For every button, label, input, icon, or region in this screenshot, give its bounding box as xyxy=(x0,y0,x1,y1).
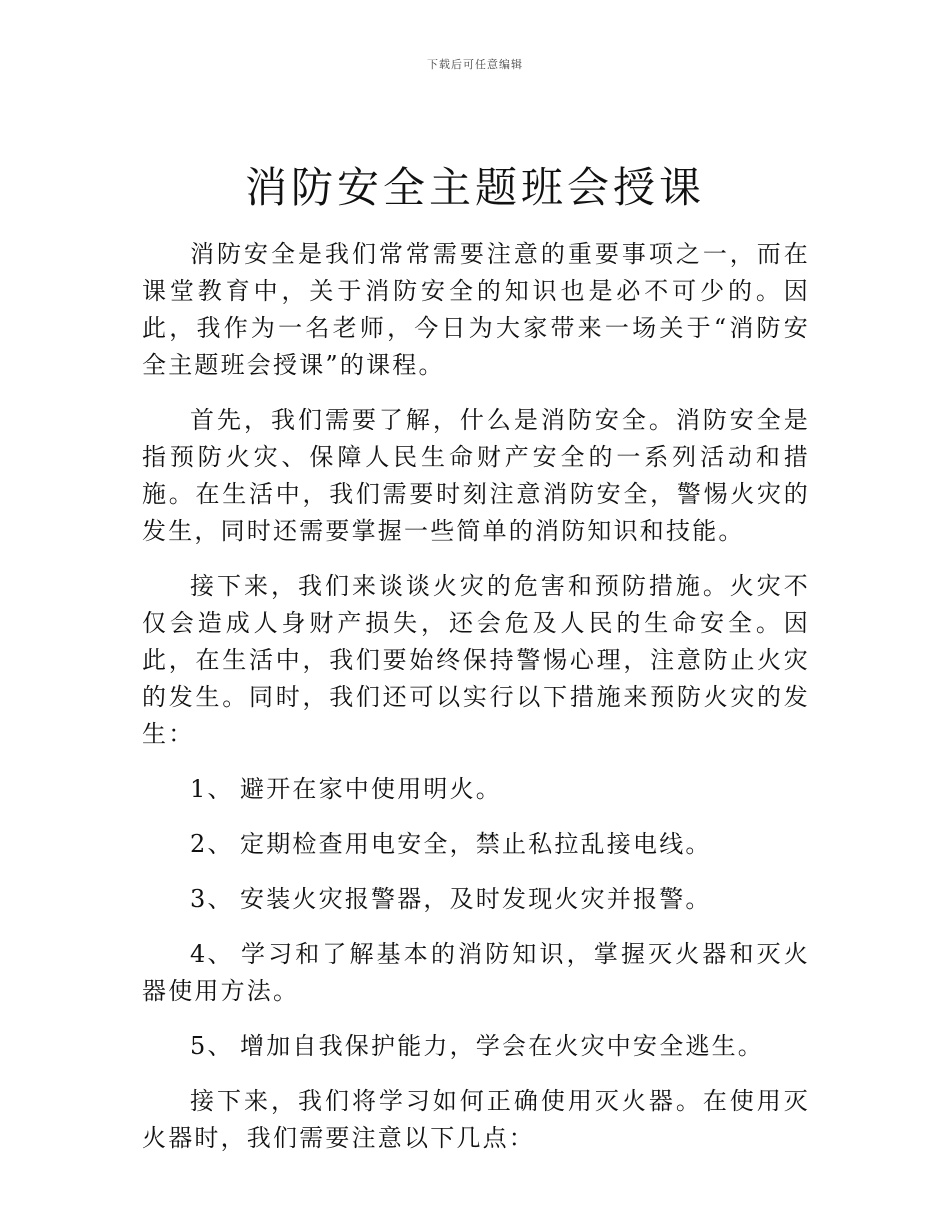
list-item-number: 1、 xyxy=(190,775,234,803)
list-item xyxy=(142,936,810,1010)
list-item-text: 避开在家中使用明火。 xyxy=(240,775,502,803)
list-item-number: 5、 xyxy=(190,1032,234,1060)
list-item xyxy=(142,826,810,863)
list-item xyxy=(142,881,810,918)
list-item xyxy=(142,1028,810,1065)
list-item-number: 3、 xyxy=(190,885,234,913)
list-item-number: 4、 xyxy=(190,940,234,968)
document-body xyxy=(142,236,810,1175)
list-item-text: 定期检查用电安全，禁止私拉乱接电线。 xyxy=(240,830,712,858)
list-item-text: 学习和了解基本的消防知识，掌握灭火器和灭火器使用方法。 xyxy=(142,940,810,1005)
paragraph-extinguisher: 接下来，我们将学习如何正确使用灭火器。在使用灭火器时，我们需要注意以下几点： xyxy=(142,1087,810,1152)
paragraph-prevention: 接下来，我们来谈谈火灾的危害和预防措施。火灾不仅会造成人身财产损失，还会危及人民的生命安全。因此，在生活中，我们要始终保持警惕心理，注意防止火灾的发生。同时，我们还可以实行以下措施来预防火灾的发生： xyxy=(142,572,810,748)
list-item xyxy=(142,771,810,808)
paragraph-intro: 消防安全是我们常常需要注意的重要事项之一，而在课堂教育中，关于消防安全的知识也是必不可少的。因此，我作为一名老师，今日为大家带来一场关于“消防安全主题班会授课”的课程。 xyxy=(142,240,810,379)
list-item-text: 安装火灾报警器，及时发现火灾并报警。 xyxy=(240,885,712,913)
list-item-number: 2、 xyxy=(190,830,234,858)
page-header-note: 下载后可任意编辑 xyxy=(427,58,523,71)
document-title: 消防安全主题班会授课 xyxy=(244,163,705,212)
list-item-text: 增加自我保护能力，学会在火灾中安全逃生。 xyxy=(240,1032,764,1060)
paragraph-definition: 首先，我们需要了解，什么是消防安全。消防安全是指预防火灾、保障人民生命财产安全的一系列活动和措施。在生活中，我们需要时刻注意消防安全，警惕火灾的发生，同时还需要掌握一些简单的消防知识和技能。 xyxy=(142,406,810,545)
